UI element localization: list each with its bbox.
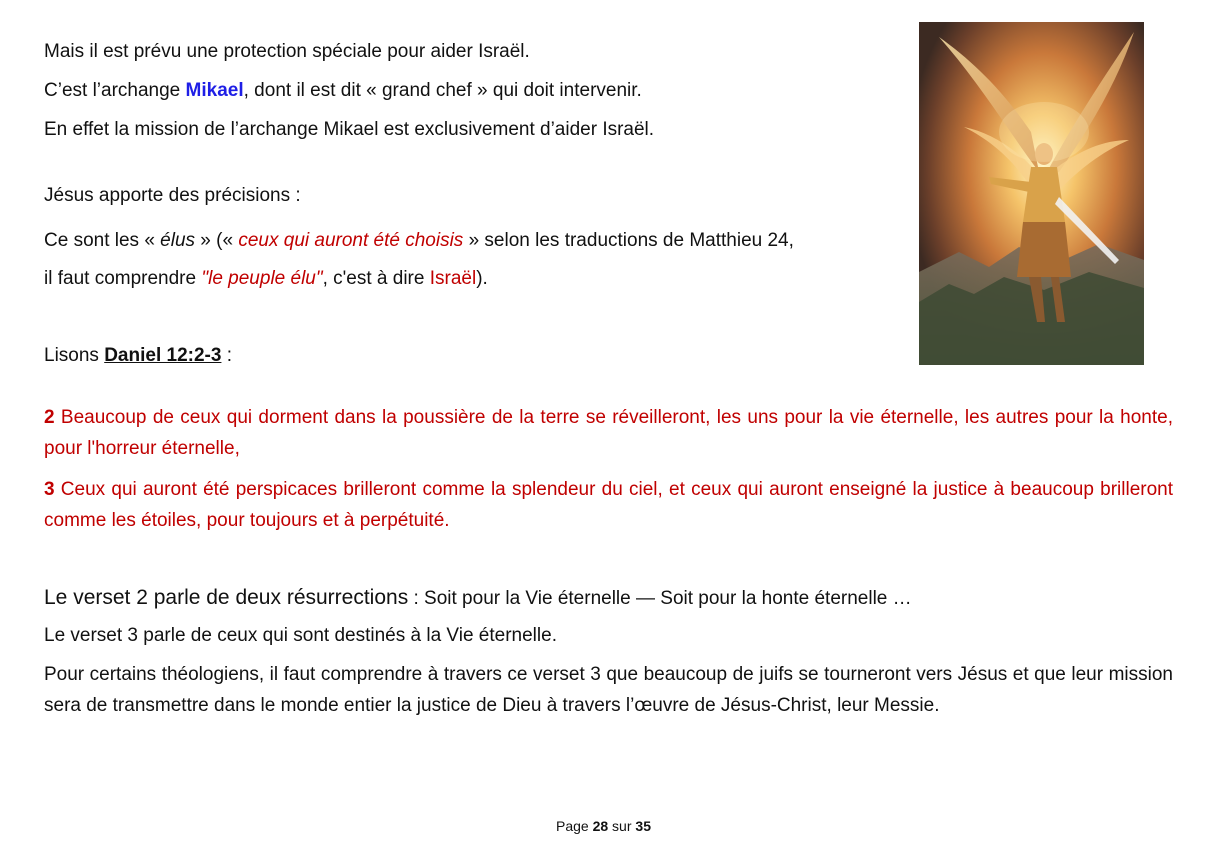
archangel-image (919, 22, 1144, 365)
intro-line-2: C’est l’archange Mikael, dont il est dit « grand chef » qui doit intervenir. (44, 80, 642, 101)
archangel-illustration-icon (919, 22, 1144, 365)
daniel-intro: Lisons Daniel 12:2-3 : (44, 345, 232, 366)
daniel-reference: Daniel 12:2-3 (104, 345, 222, 366)
total-pages: 35 (635, 818, 651, 834)
jesus-line-2: Ce sont les « élus » (« ceux qui auront été choisis » selon les traductions de Matthieu 24, (44, 230, 794, 251)
commentary-paragraph: Pour certains théologiens, il faut comprendre à travers ce verset 3 que beaucoup de juifs se tourneront vers Jésus et que leur mission sera de transmettre dans le monde entier la justice de Dieu à travers l’œuvre de Jésus-Christ, leur Messie. (44, 664, 1173, 716)
verse-text: Beaucoup de ceux qui dorment dans la poussière de la terre se réveilleront, les uns pour la vie éternelle, les autres pour la honte, pour l'horreur éternelle, (44, 407, 1173, 459)
intro-line-1: Mais il est prévu une protection spéciale pour aider Israël. (44, 41, 530, 62)
peuple-elu-quote: "le peuple élu" (201, 268, 323, 289)
verse-text: Ceux qui auront été perspicaces brilleront comme la splendeur du ciel, et ceux qui auront enseigné la justice à beaucoup brilleront comme les étoiles, pour toujours et à perpétuité. (44, 479, 1173, 531)
commentary-line-2: Le verset 3 parle de ceux qui sont destinés à la Vie éternelle. (44, 625, 557, 646)
israel-word: Israël (429, 268, 477, 289)
chosen-quote: ceux qui auront été choisis (238, 230, 464, 251)
verse-3 (44, 474, 1173, 536)
mikael-name: Mikael (185, 80, 244, 101)
jesus-line-3: il faut comprendre "le peuple élu", c'est à dire Israël). (44, 268, 488, 289)
verse-number: 3 (44, 479, 55, 500)
page-footer: Page 28 sur 35 (556, 818, 651, 834)
elus-word: élus (160, 230, 196, 251)
current-page: 28 (592, 818, 609, 834)
verse-number: 2 (44, 407, 55, 428)
commentary-heading-lead: Le verset 2 parle de deux résurrections (44, 586, 409, 609)
jesus-line-1: Jésus apporte des précisions : (44, 185, 301, 206)
verse-2 (44, 402, 1173, 464)
commentary-heading: Le verset 2 parle de deux résurrections : Soit pour la Vie éternelle — Soit pour la honte éternelle … (44, 586, 912, 609)
intro-line-3: En effet la mission de l’archange Mikael est exclusivement d’aider Israël. (44, 119, 655, 140)
